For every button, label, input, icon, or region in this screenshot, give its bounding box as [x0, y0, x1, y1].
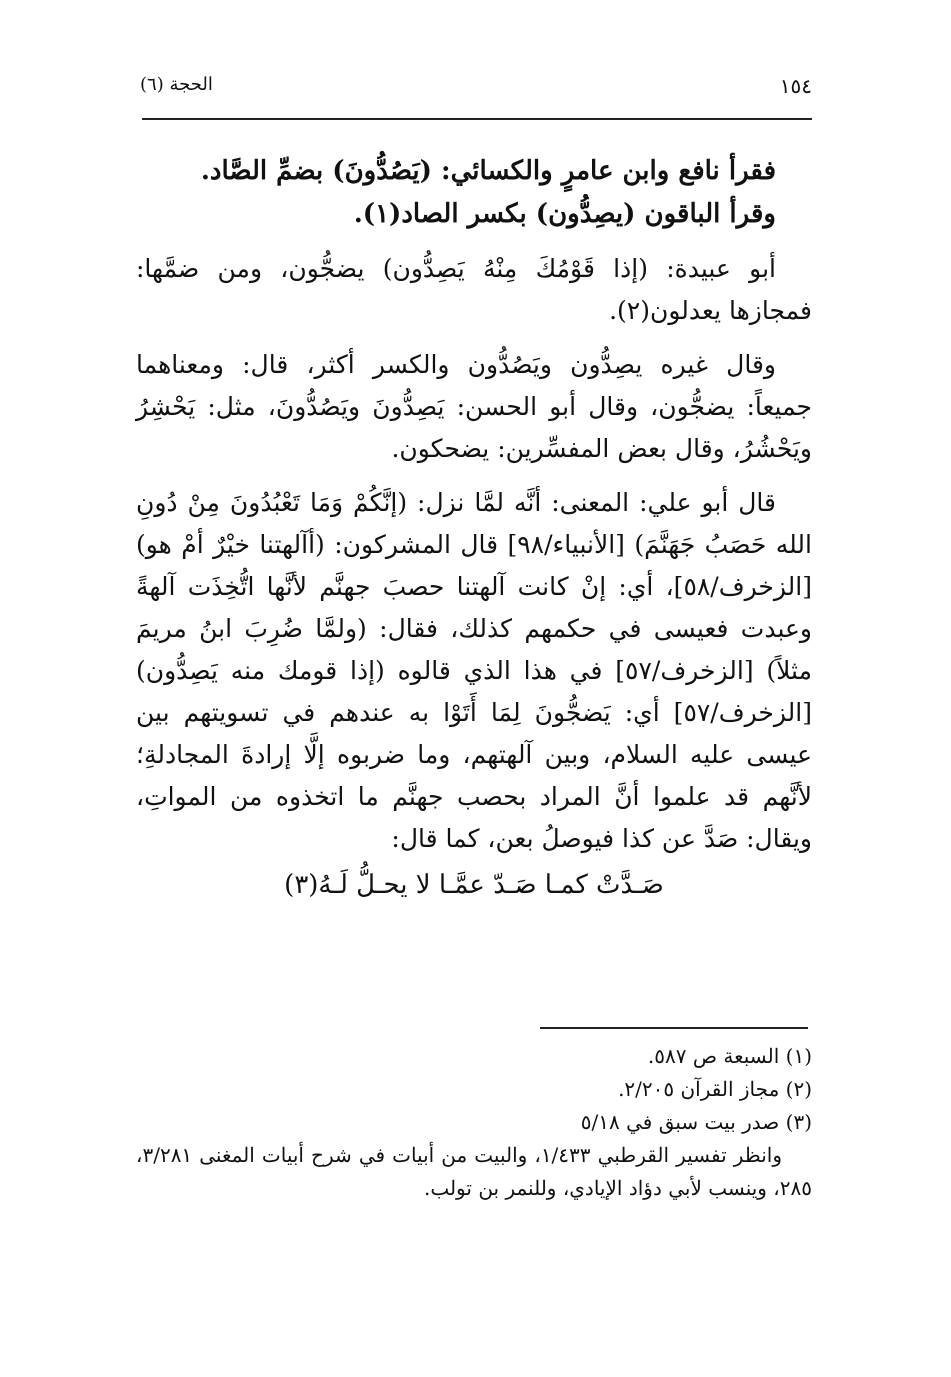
footnotes [136, 1040, 812, 1205]
footnote-rule [540, 1027, 808, 1029]
page-header [140, 66, 812, 106]
main-text [136, 150, 812, 906]
footnote-3: (٣) صدر بيت سبق في ٥/١٨ [580, 1110, 812, 1134]
page-number: ١٥٤ [779, 74, 812, 98]
footnote-1: (١) السبعة ص ٥٨٧. [647, 1044, 812, 1068]
paragraph-reading-2: وقرأ الباقون (يصِدُّون) بكسر الصاد(١). [353, 199, 776, 229]
verse-line: صَـدَّتْ كمـا صَـدّ عمَّـا لا يحـلُّ لَـهُ(٣) [284, 870, 664, 900]
paragraph-abu-ali: قال أبو علي: المعنى: أنَّه لمَّا نزل: (إنَّكُمْ وَمَا تَعْبُدُونَ مِنْ دُونِ الله حَصَبُ جَهَنَّمَ) [الأنبياء/٩٨] قال المشركون: (أآلهتنا خيْرٌ أمْ هو) [الزخرف/٥٨]، أي: إنْ كانت آلهتنا حصبَ جهنَّم لأنَّها اتُّخِذَت آلهةً وعبدت فعيسى في حكمهم كذلك، فقال: (ولمَّا ضُرِبَ ابنُ مريمَ مثلاً) [الزخرف/٥٧] في هذا الذي قالوه (إذا قومك منه يَصِدُّون) [الزخرف/٥٧] أي: يَضجُّونَ لِمَا أَتَوْا به عندهم في تسويتهم بين عيسى عليه السلام، وبين آلهتهم، وما ضربوه إلَّا إرادةَ المجادلةِ؛ لأنَّهم قد علموا أنَّ المراد بحصب جهنَّم ما اتخذوه من المواتِ، ويقال: صَدَّ عن كذا فيوصلُ بعن، كما قال: [136, 488, 812, 853]
paragraph-abu-ubayda: أبو عبيدة: (إذا قَوْمُكَ مِنْهُ يَصِدُّون) يضجُّون، ومن ضمَّها: فمجازها يعدلون(٢). [136, 254, 812, 325]
paragraph-reading-1: فقرأ نافع وابن عامرٍ والكسائي: (يَصُدُّونَ) بضمِّ الصَّاد. [200, 156, 776, 186]
footnote-2: (٢) مجاز القرآن ٢/٢٠٥. [618, 1077, 812, 1101]
running-title: الحجة (٦) [140, 74, 213, 95]
paragraph-others: وقال غيره يصِدُّون ويَصُدُّون والكسر أكثر، قال: ومعناهما جميعاً: يضجُّون، وقال أبو الحسن: يَصِدُّونَ ويَصُدُّونَ، مثل: يَحْشِرُ ويَحْشُرُ، وقال بعض المفسِّرين: يضحكون. [136, 350, 812, 463]
footnote-3-continuation: وانظر تفسير القرطبي ١/٤٣٣، والبيت من أبيات في شرح أبيات المغنى ٣/٢٨١، ٢٨٥، وينسب لأبي دؤاد الإيادي، وللنمر بن تولب. [136, 1143, 812, 1200]
header-rule [142, 118, 812, 120]
